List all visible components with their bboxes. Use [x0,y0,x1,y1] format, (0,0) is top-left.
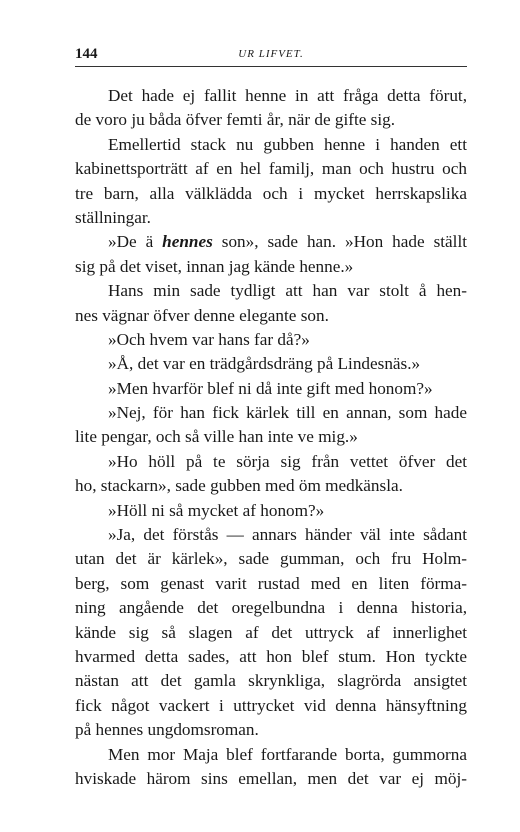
running-head: UR LIFVET. [238,48,304,60]
text-line: »Höll ni så mycket af honom?» [108,500,325,520]
text-line: sig på det viset, innan jag kände henne.» [75,256,354,276]
text-line: hviskade härom sins emellan, men det var ej möj- [75,768,467,788]
text-line: ning angående det oregelbundna i denna historia, [75,598,467,618]
text-line: nästan att det gamla skrynkliga, slagrörda ansigtet [75,671,467,691]
page-header [75,38,467,67]
text-line: hvarmed detta sades, att hon blef stum. Hon tyckte [75,646,467,666]
text-line: »Men hvarför blef ni då inte gift med honom?» [108,378,433,398]
emphasized-word: hennes [162,232,213,252]
body-text [75,84,467,791]
text-line: Det hade ej fallit henne in att fråga detta förut, [108,86,467,105]
text-line: utan det är kärlek», sade gumman, och fru Holm- [75,549,467,569]
text-line: lite pengar, och så ville han inte ve mig.» [75,427,358,447]
text-line: Hans min sade tydligt att han var stolt å hen- [108,281,467,301]
text-line: »Ho höll på te sörja sig från vettet öfver det [108,451,467,471]
text-line: tre barn, alla välklädda och i mycket herrskapslika [75,183,467,203]
text-line: kabinettsporträtt af en hel familj, man och hustru och [75,159,467,179]
text-line: fick något vackert i uttrycket vid denna hänsyftning [75,695,467,715]
text-line: Emellertid stack nu gubben henne i handen ett [108,134,467,154]
text-line: på hennes ungdomsroman. [75,720,259,740]
text-line: »Och hvem var hans far då?» [108,329,310,349]
text-line: ho, stackarn», sade gubben med öm medkänsla. [75,476,403,496]
text-segment: son», sade han. »Hon hade ställt [212,232,467,252]
text-line: nes vägnar öfver denne elegante son. [75,305,329,325]
page-number: 144 [75,46,98,62]
text-line: de voro ju båda öfver femti år, när de gifte sig. [75,110,396,130]
text-line: »Å, det var en trädgårdsdräng på Lindesnäs.» [108,354,421,374]
text-line: kände sig så slagen af det uttryck af innerlighet [75,622,467,642]
text-line: Men mor Maja blef fortfarande borta, gummorna [108,744,467,764]
text-line: »Nej, för han fick kärlek till en annan, som hade [108,403,467,423]
text-line: berg, som genast varit rustad med en liten förma- [75,573,467,593]
text-line [75,230,467,254]
text-line: »Ja, det förstås — annars händer väl inte sådant [108,525,467,545]
text-segment: »De ä [108,232,163,252]
text-line: ställningar. [75,207,151,227]
